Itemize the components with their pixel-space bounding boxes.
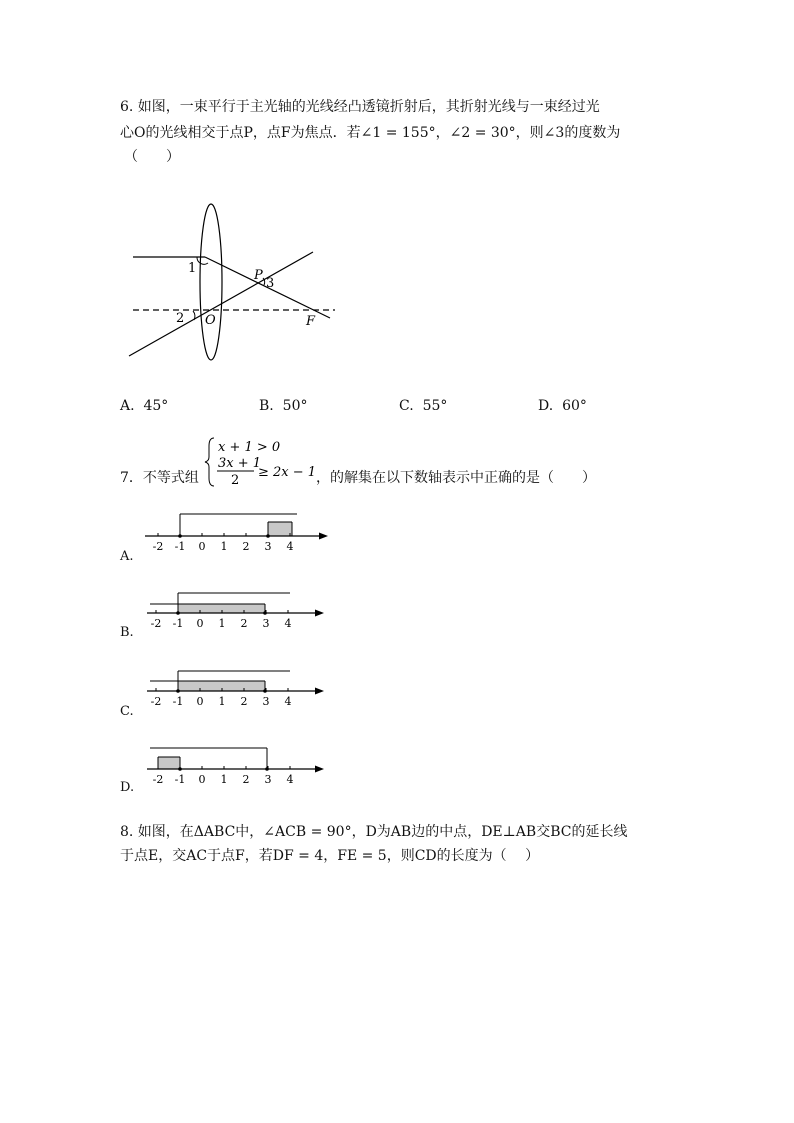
q7-option-d-shaded-region: [158, 757, 180, 769]
q7-option-a-endpoint: [178, 534, 182, 538]
q7-option-d-tick-label: -2: [152, 773, 164, 786]
q7-option-a-label[interactable]: A.: [120, 549, 134, 564]
q7-option-c-tick-label: 3: [262, 695, 270, 708]
q7-option-b-tick-label: -2: [150, 617, 162, 630]
q7-option-a-tick-label: 1: [220, 540, 228, 553]
q7-option-d-tick-label: 3: [264, 773, 272, 786]
ineq1: x + 1 > 0: [218, 440, 281, 455]
label-1: 1: [188, 261, 197, 276]
label-F: F: [306, 314, 316, 329]
q7-option-c-tick-label: 4: [284, 695, 292, 708]
option-value: 60°: [562, 398, 587, 414]
q7-option-b-tick-label: 2: [240, 617, 248, 630]
q7-suffix: ，的解集在以下数轴表示中正确的是（ ）: [316, 470, 596, 486]
ineq2-denominator: 2: [231, 473, 240, 488]
q7-option-b-endpoint: [176, 611, 180, 615]
option-label: D.: [538, 398, 554, 414]
option-value: 50°: [282, 398, 308, 414]
q7-option-b-tick-label: 3: [262, 617, 270, 630]
q7-option-a-tick-label: -2: [152, 540, 164, 553]
ineq2-rest: ≥ 2x − 1: [258, 465, 317, 480]
option-value: 45°: [143, 398, 169, 414]
q7-prefix: 7．不等式组: [120, 470, 199, 486]
q7-option-b-tick-label: 1: [218, 617, 226, 630]
option-label: B.: [259, 398, 274, 414]
q7-option-d-tick-label: 2: [242, 773, 250, 786]
q7-option-a-tick-label: 2: [242, 540, 250, 553]
option-label: A.: [120, 398, 135, 414]
q6-answer-paren: （ ）: [124, 149, 180, 165]
q7-option-b-label[interactable]: B.: [120, 625, 134, 640]
q7-option-a-tick-label: -1: [174, 540, 186, 553]
q7-option-a-endpoint: [266, 534, 270, 538]
label-3: 3: [266, 276, 275, 291]
label-P: P: [254, 268, 263, 283]
q7-option-c-label[interactable]: C.: [120, 704, 134, 719]
option-value: 55°: [422, 398, 448, 414]
q7-option-d-tick-label: 4: [286, 773, 294, 786]
q7-option-c-tick-label: -1: [172, 695, 184, 708]
q7-option-d-axis-arrow: [315, 766, 324, 773]
q7-option-c-tick-label: 2: [240, 695, 248, 708]
q7-option-d-endpoint: [265, 767, 269, 771]
q7-option-a-shaded-region: [268, 522, 292, 536]
label-2: 2: [176, 311, 185, 326]
q7-option-d-tick-label: 1: [220, 773, 228, 786]
q7-option-a-tick-label: 4: [286, 540, 294, 553]
q7-option-c-tick-label: 1: [218, 695, 226, 708]
q7-option-b-endpoint: [263, 611, 267, 615]
q7-option-b-axis-arrow: [315, 610, 324, 617]
q7-option-d-tick-label: -1: [174, 773, 186, 786]
q7-option-b-tick-label: -1: [172, 617, 184, 630]
q7-option-c-tick-label: -2: [150, 695, 162, 708]
q7-option-a-tick-label: 0: [198, 540, 206, 553]
q8-text-line2: 于点E，交AC于点F，若DF = 4，FE = 5，则CD的长度为（ ）: [120, 848, 540, 864]
q7-option-c-endpoint: [263, 689, 267, 693]
q7-option-d-tick-label: 0: [198, 773, 206, 786]
option-label: C.: [399, 398, 414, 414]
q7-option-d-endpoint: [178, 767, 182, 771]
q7-option-c-endpoint: [176, 689, 180, 693]
ineq2-numerator: 3x + 1: [218, 456, 262, 471]
label-O: O: [205, 313, 216, 328]
q7-option-d-label[interactable]: D.: [120, 780, 135, 795]
q7-option-c-axis-arrow: [315, 688, 324, 695]
q7-option-b-tick-label: 0: [196, 617, 204, 630]
q6-text-line2: 心O的光线相交于点P，点F为焦点．若∠1 = 155°，∠2 = 30°，则∠3的度数为: [120, 125, 621, 141]
q8-text-line1: 8. 如图，在ΔABC中，∠ACB = 90°，D为AB边的中点，DE⊥AB交BC的延长线: [120, 824, 628, 840]
q7-option-a-tick-label: 3: [264, 540, 272, 553]
q7-option-a-axis-arrow: [319, 533, 328, 540]
q7-option-c-tick-label: 0: [196, 695, 204, 708]
q6-text-line1: 6. 如图，一束平行于主光轴的光线经凸透镜折射后，其折射光线与一束经过光: [120, 99, 600, 115]
q7-option-b-tick-label: 4: [284, 617, 292, 630]
